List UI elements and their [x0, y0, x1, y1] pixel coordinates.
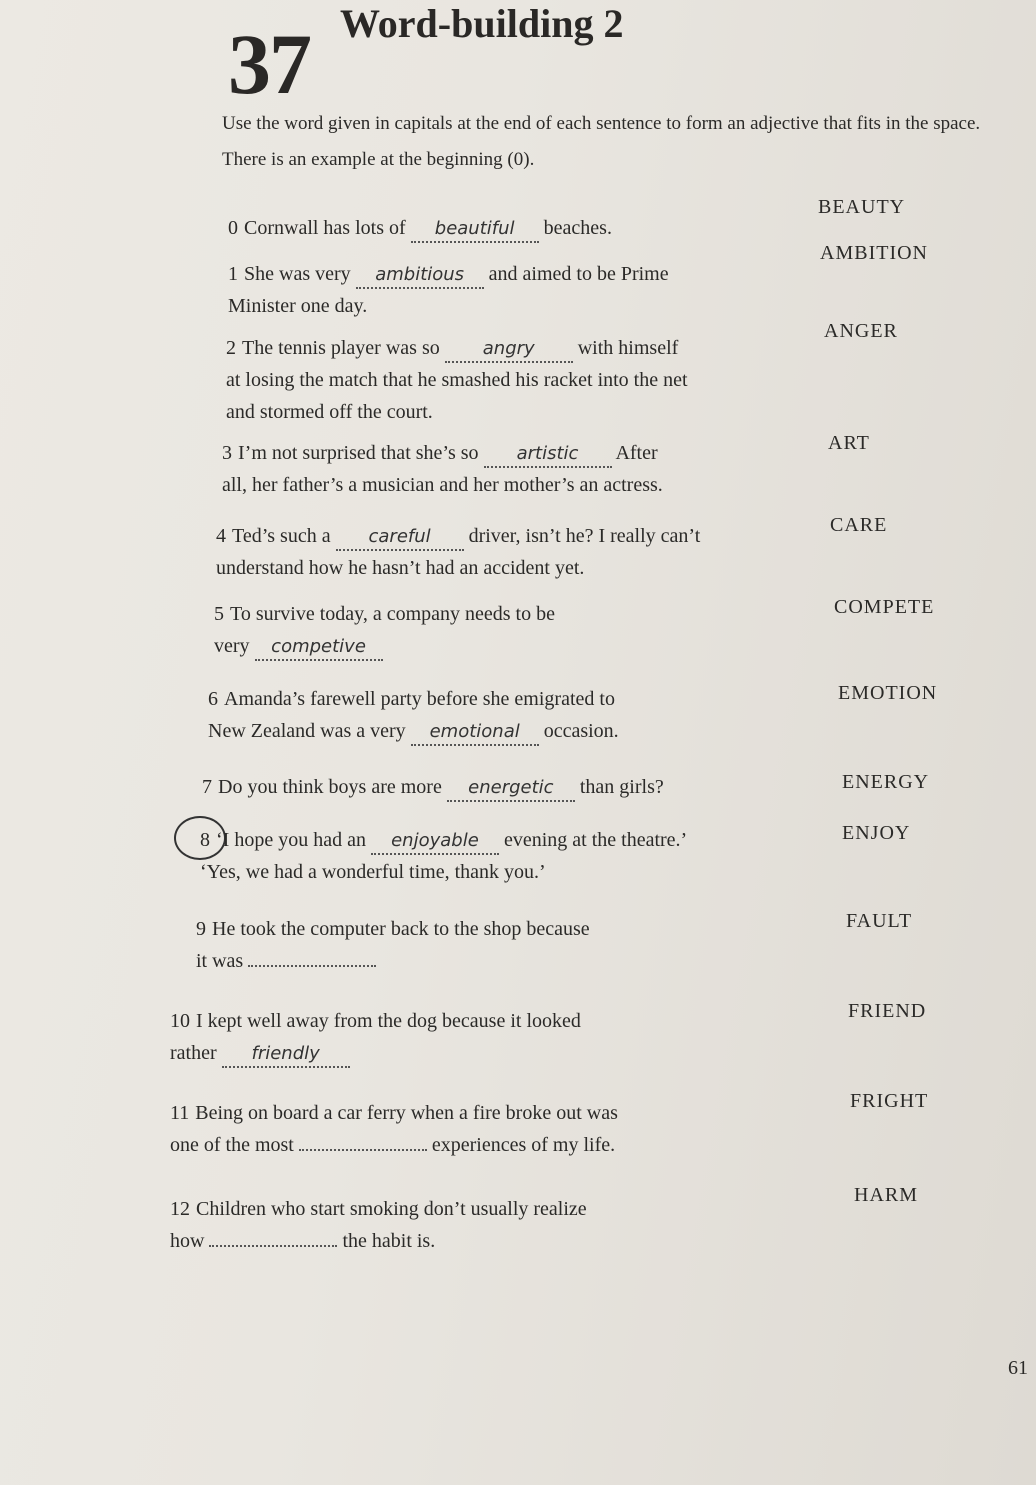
question-text-after: experiences of my life. — [431, 1134, 616, 1156]
keyword-capitals: COMPETE — [834, 596, 935, 618]
answer-blank[interactable]: beautiful — [411, 217, 539, 243]
question-item — [216, 520, 776, 584]
question-continuation: New Zealand was a very — [208, 720, 406, 742]
question-text-before: He took the computer back to the shop because — [212, 918, 590, 940]
question-continuation: it was — [196, 950, 244, 972]
question-number: 5 — [214, 603, 224, 625]
instructions: Use the word given in capitals at the end of each sentence to form an adjective that fits in the space. There is an example at the beginning (0). — [222, 113, 981, 170]
keyword-capitals: ENERGY — [842, 771, 930, 793]
question-number: 2 — [226, 337, 236, 359]
question-text-after: than girls? — [579, 776, 664, 798]
answer-blank[interactable] — [209, 1245, 337, 1247]
question-text-before: ‘I hope you had an — [216, 829, 366, 851]
question-continuation: one of the most — [170, 1134, 294, 1156]
question-item — [196, 913, 816, 977]
question-text-after: After — [615, 442, 658, 464]
question-number: 1 — [228, 263, 238, 285]
question-continuation: at losing the match that he smashed his racket into the net and stormed off the court. — [226, 369, 688, 423]
question-text-after: evening at the theatre.’ — [503, 829, 688, 851]
question-text-after: the habit is. — [342, 1230, 436, 1252]
question-text-after: with himself — [577, 337, 679, 359]
answer-blank[interactable] — [248, 965, 376, 967]
keyword-capitals: ANGER — [824, 320, 898, 342]
question-item — [226, 332, 696, 428]
question-continuation: ‘Yes, we had a wonderful time, thank you.’ — [200, 861, 546, 883]
keyword-capitals: FAULT — [846, 910, 913, 932]
question-text-before: I’m not surprised that she’s so — [238, 442, 479, 464]
question-number: 9 — [196, 918, 206, 940]
question-number: 12 — [170, 1198, 190, 1220]
question-number: 0 — [228, 217, 238, 239]
question-text-before: Being on board a car ferry when a fire broke out was — [195, 1102, 618, 1124]
question-continuation: Minister one day. — [228, 295, 368, 317]
question-continuation: all, her father’s a musician and her mother’s an actress. — [222, 474, 663, 496]
question-item — [202, 771, 822, 803]
keyword-capitals: FRIGHT — [850, 1090, 929, 1112]
question-text-before: Amanda’s farewell party before she emigrated to — [224, 688, 615, 710]
answer-blank[interactable]: artistic — [484, 442, 612, 468]
question-item — [170, 1005, 790, 1069]
question-text-after: beaches. — [543, 217, 612, 239]
answer-blank[interactable]: competive — [255, 635, 383, 661]
question-text-before: The tennis player was so — [242, 337, 440, 359]
question-text-before: Cornwall has lots of — [244, 217, 406, 239]
question-number: 8 — [200, 829, 210, 851]
question-text-before: I kept well away from the dog because it looked — [196, 1010, 581, 1032]
question-number: 10 — [170, 1010, 190, 1032]
question-item — [228, 258, 808, 322]
question-item — [214, 598, 834, 662]
answer-blank[interactable]: careful — [336, 525, 464, 551]
page-number: 61 — [1008, 1357, 1028, 1379]
answer-blank[interactable]: angry — [445, 337, 573, 363]
question-continuation: very — [214, 635, 250, 657]
keyword-capitals: AMBITION — [820, 242, 928, 264]
question-text-after: driver, isn’t he? I really can’t — [468, 525, 701, 547]
question-number: 6 — [208, 688, 218, 710]
question-number: 3 — [222, 442, 232, 464]
question-number: 7 — [202, 776, 212, 798]
keyword-capitals: ART — [828, 432, 870, 454]
question-continuation: understand how he hasn’t had an accident yet. — [216, 557, 585, 579]
answer-blank[interactable]: ambitious — [356, 263, 484, 289]
question-item — [222, 437, 702, 501]
answer-blank[interactable]: energetic — [447, 776, 575, 802]
question-number: 11 — [170, 1102, 190, 1124]
question-continuation: how — [170, 1230, 205, 1252]
keyword-capitals: EMOTION — [838, 682, 938, 704]
answer-blank[interactable]: friendly — [222, 1042, 350, 1068]
question-continuation: rather — [170, 1042, 217, 1064]
unit-number: 37 — [228, 16, 310, 112]
question-text-after: occasion. — [543, 720, 619, 742]
answer-blank[interactable]: enjoyable — [371, 829, 499, 855]
question-item — [228, 212, 808, 244]
keyword-capitals: CARE — [830, 514, 888, 536]
keyword-capitals: ENJOY — [842, 822, 911, 844]
question-item — [170, 1097, 810, 1161]
answer-blank[interactable] — [299, 1149, 427, 1151]
question-text-before: Do you think boys are more — [218, 776, 442, 798]
unit-title: Word-building 2 — [340, 1, 624, 46]
keyword-capitals: FRIEND — [848, 1000, 927, 1022]
keyword-capitals: BEAUTY — [818, 196, 906, 218]
question-item — [200, 824, 820, 888]
question-number: 4 — [216, 525, 226, 547]
question-text-before: To survive today, a company needs to be — [230, 603, 555, 625]
question-text-before: Children who start smoking don’t usually realize — [196, 1198, 587, 1220]
question-text-after: and aimed to be Prime — [488, 263, 669, 285]
question-text-before: She was very — [244, 263, 351, 285]
question-item — [170, 1193, 810, 1257]
answer-blank[interactable]: emotional — [411, 720, 539, 746]
question-item — [208, 683, 828, 747]
question-text-before: Ted’s such a — [232, 525, 331, 547]
keyword-capitals: HARM — [854, 1184, 919, 1206]
